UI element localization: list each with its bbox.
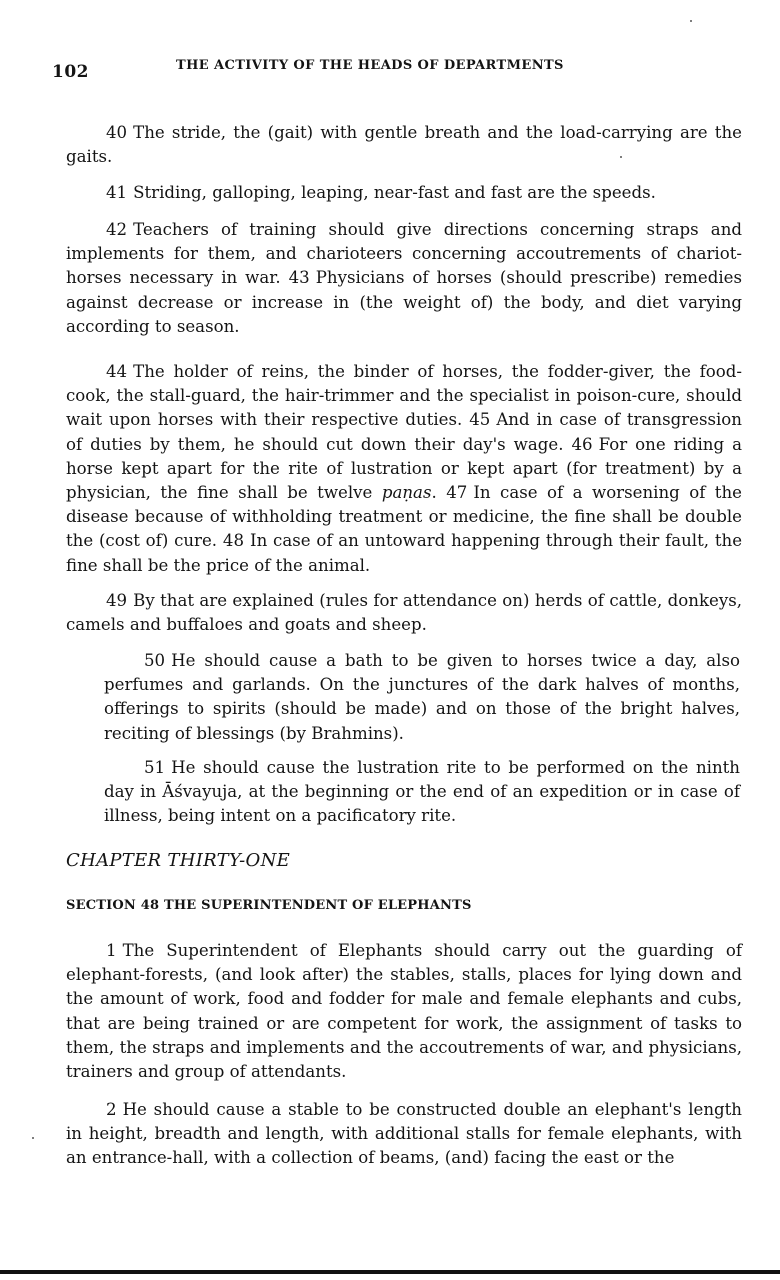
verse-text: He should cause the lustration rite to be performed on the ninth day in Āśvayuja, at the beginning or the end of an expedition or in case of illness, being intent on a pacificatory rite. (104, 758, 740, 826)
verse-number: 43 (288, 268, 310, 288)
italic-term: paṇas (381, 483, 432, 503)
verse-number: 42 (106, 220, 128, 239)
verse-50 (104, 649, 740, 746)
verse-number: 46 (571, 434, 593, 454)
verse-44-48 (66, 360, 742, 578)
verse-number: 51 (144, 758, 166, 777)
verse-number: 49 (106, 591, 128, 610)
running-head-title: THE ACTIVITY OF THE HEADS OF DEPARTMENTS (176, 58, 564, 73)
verse-number: 44 (106, 362, 128, 381)
verse-number: 2 (106, 1100, 117, 1119)
verse-number: 47 (446, 483, 468, 503)
page-bottom-edge (0, 1270, 780, 1274)
verse-text: For one riding a horse kept apart for the rite of lustration or kept apart (for treatment) by a physician, the fine shall be twelve (66, 434, 742, 503)
verse-number: 1 (106, 941, 117, 960)
verse-text: The holder of reins, the binder of horses, the fodder-giver, the food-cook, the stall-guard, the hair-trimmer and the specialist in poison-cure, should wait upon horses with their respective duties. (66, 362, 742, 430)
scan-speck (32, 1137, 34, 1139)
verse-text: Striding, galloping, leaping, near-fast and fast are the speeds. (133, 183, 656, 202)
verse-text: Physicians of horses (should prescribe) remedies against decrease or increase in (the weight of) the body, and diet varying according to season. (66, 268, 742, 336)
verse-49 (66, 589, 742, 637)
verse-text: He should cause a bath to be given to horses twice a day, also perfumes and garlands. On the junctures of the dark halves of months, offerings to spirits (should be made) and on those of the bright halves, reciting of blessings (by Brahmins). (104, 651, 740, 743)
verse-51 (104, 756, 740, 829)
verse-text: . (431, 483, 437, 503)
verse-text: Teachers of training should give directions concerning straps and implements for them, and charioteers concerning accoutrements of chariot-horses necessary in war. (66, 220, 742, 288)
scan-speck (690, 20, 692, 22)
elephants-verse-1 (66, 939, 742, 1084)
elephants-verse-2 (66, 1098, 742, 1171)
verse-text: He should cause a stable to be constructed double an elephant's length in height, breadth and length, with additional stalls for female elephants, with an entrance-hall, with a collection of beams, (and) facing the east or the (66, 1100, 742, 1168)
verse-40 (66, 121, 742, 169)
verse-text: And in case of transgression of duties by them, he should cut down their day's wage. (66, 410, 742, 454)
chapter-heading: CHAPTER THIRTY-ONE (66, 850, 291, 871)
verse-text: By that are explained (rules for attendance on) herds of cattle, donkeys, camels and buffaloes and goats and sheep. (66, 591, 742, 635)
verse-42-43 (66, 218, 742, 339)
verse-text: The Superintendent of Elephants should carry out the guarding of elephant-forests, (and look after) the stables, stalls, places for lying down and the amount of work, food and fodder for male and female elephants and cubs, that are being trained or are competent for work, the assignment of tasks to them, the straps and implements and the accoutrements of war, and physicians, trainers and group of attendants. (66, 941, 742, 1082)
verse-number: 48 (222, 531, 245, 551)
section-heading: SECTION 48 THE SUPERINTENDENT OF ELEPHANTS (66, 898, 472, 913)
verse-text: In case of a worsening of the disease because of withholding treatment or medicine, the fine shall be double the (cost of) cure. (66, 483, 742, 551)
verse-text: In case of an untoward happening through their fault, the fine shall be the price of the animal. (66, 531, 743, 575)
verse-number: 40 (106, 123, 128, 142)
verse-number: 41 (106, 183, 128, 202)
verse-number: 50 (144, 651, 166, 670)
verse-41 (66, 181, 742, 205)
page-number: 102 (52, 62, 89, 82)
scan-speck (620, 156, 622, 158)
verse-number: 45 (469, 410, 491, 430)
verse-text: The stride, the (gait) with gentle breath and the load-carrying are the gaits. (66, 123, 742, 167)
running-head (52, 56, 742, 84)
